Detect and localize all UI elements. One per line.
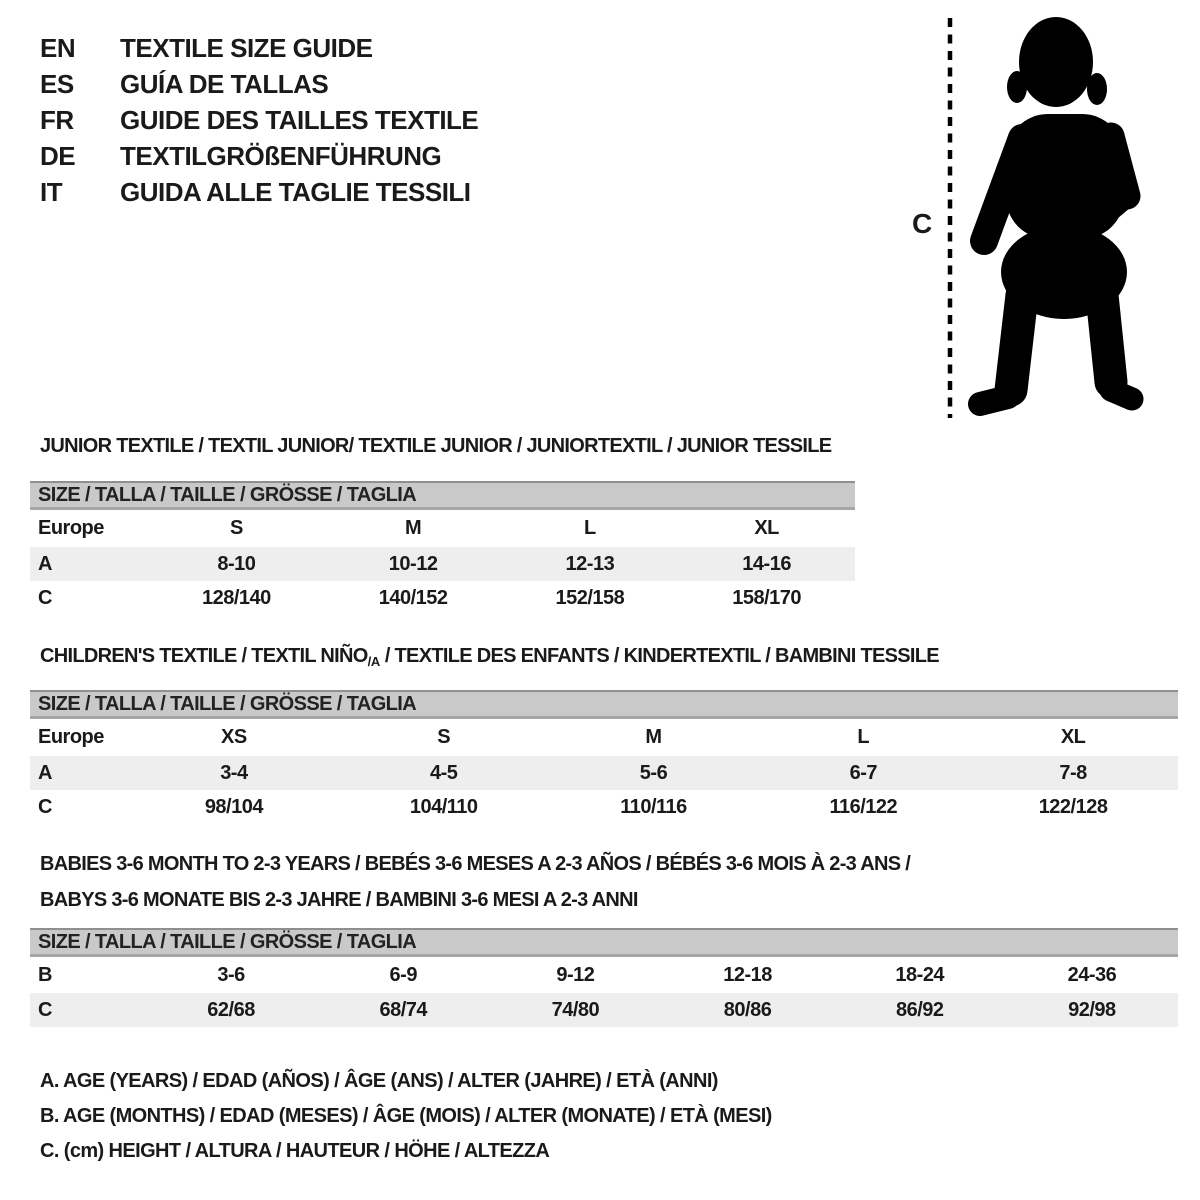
age-cell: 3-4 (220, 761, 248, 784)
language-row-de (40, 138, 478, 174)
size-cell: XL (1060, 726, 1086, 748)
height-cell: 116/122 (829, 795, 898, 818)
table-row-height (30, 993, 1178, 1027)
size-cell: M (405, 517, 422, 539)
babies-heading-line2: BABYS 3-6 MONATE BIS 2-3 JAHRE / BAMBINI 3-6 MESI A 2-3 ANNI (40, 889, 638, 911)
toddler-silhouette (980, 17, 1132, 404)
row-label: Europe (38, 517, 104, 539)
silhouette-ear-left (1007, 71, 1027, 103)
height-cell: 122/128 (1038, 795, 1108, 818)
height-cell: 158/170 (732, 586, 802, 609)
silhouette-arm-right-hand (1107, 196, 1127, 213)
language-row-en (40, 30, 478, 66)
months-cell: 9-12 (556, 963, 595, 986)
silhouette-leg-left (1011, 295, 1022, 390)
language-title: GUIDA ALLE TAGLIE TESSILI (120, 177, 471, 207)
silhouette-arm-left (984, 138, 1022, 241)
table-row-months (30, 957, 1178, 993)
language-row-fr (40, 102, 478, 138)
size-header-label: SIZE / TALLA / TAILLE / GRÖSSE / TAGLIA (38, 931, 417, 953)
language-row-it (40, 174, 478, 210)
junior-size-table (30, 481, 855, 615)
months-cell: 6-9 (389, 963, 417, 986)
language-code: FR (40, 105, 74, 135)
age-cell: 12-13 (565, 552, 615, 575)
language-code: IT (40, 177, 63, 207)
height-cell: 92/98 (1068, 998, 1116, 1021)
height-cell: 68/74 (379, 998, 428, 1021)
silhouette-foot-left (980, 397, 1008, 404)
size-cell: S (437, 726, 451, 748)
age-cell: 4-5 (429, 761, 458, 784)
silhouette-foot-right (1111, 390, 1132, 399)
age-cell: 14-16 (742, 552, 791, 575)
height-cell: 74/80 (551, 998, 600, 1021)
legend-footnotes (40, 1064, 772, 1169)
row-label: Europe (38, 726, 104, 748)
size-header-bar (30, 690, 1178, 719)
height-cell: 80/86 (723, 998, 772, 1021)
table-row-height (30, 790, 1178, 824)
size-cell: S (229, 517, 243, 539)
table-row-height (30, 581, 855, 615)
footnote-c: C. (cm) HEIGHT / ALTURA / HAUTEUR / HÖHE / ALTEZZA (40, 1140, 550, 1162)
age-cell: 5-6 (639, 761, 668, 784)
age-cell: 8-10 (217, 552, 256, 575)
row-label: A (38, 552, 52, 575)
children-size-table (30, 690, 1178, 824)
footnote-a: A. AGE (YEARS) / EDAD (AÑOS) / ÂGE (ANS) / ALTER (JAHRE) / ETÀ (ANNI) (40, 1070, 718, 1092)
height-cell: 62/68 (207, 998, 255, 1021)
months-cell: 3-6 (217, 963, 245, 986)
babies-heading-line1: BABIES 3-6 MONTH TO 2-3 YEARS / BEBÉS 3-6 MESES A 2-3 AÑOS / BÉBÉS 3-6 MOIS À 2-3 ANS / (40, 853, 911, 875)
babies-size-table (30, 928, 1178, 1027)
size-cell: M (645, 726, 662, 748)
babies-section-heading (40, 846, 910, 918)
table-row-age (30, 547, 855, 581)
height-cell: 104/110 (409, 795, 478, 818)
language-title: TEXTILGRÖßENFÜHRUNG (120, 141, 442, 171)
language-code: EN (40, 33, 76, 63)
size-header-label: SIZE / TALLA / TAILLE / GRÖSSE / TAGLIA (38, 484, 417, 506)
silhouette-ear-right (1087, 73, 1107, 105)
measure-c-label: C (912, 208, 932, 239)
row-label: A (38, 761, 52, 784)
heading-subscript: /A (367, 654, 380, 669)
height-cell: 86/92 (895, 998, 944, 1021)
language-row-es (40, 66, 478, 102)
table-row-sizes (30, 719, 1178, 756)
height-cell: 140/152 (378, 586, 448, 609)
language-code: ES (40, 69, 74, 99)
language-title: TEXTILE SIZE GUIDE (120, 33, 373, 63)
row-label: C (38, 795, 52, 818)
silhouette-leg-right (1102, 295, 1111, 382)
table-row-sizes (30, 510, 855, 547)
children-section-heading (40, 642, 939, 676)
heading-text: CHILDREN'S TEXTILE / TEXTIL NIÑO (40, 645, 368, 667)
months-cell: 24-36 (1067, 963, 1117, 986)
size-cell: L (857, 726, 870, 748)
size-header-bar (30, 481, 855, 510)
row-label: C (38, 998, 52, 1021)
junior-section-heading: JUNIOR TEXTILE / TEXTIL JUNIOR/ TEXTILE JUNIOR / JUNIORTEXTIL / JUNIOR TESSILE (40, 435, 832, 457)
language-code: DE (40, 141, 76, 171)
row-label: C (38, 586, 52, 609)
size-header-label: SIZE / TALLA / TAILLE / GRÖSSE / TAGLIA (38, 693, 417, 715)
age-cell: 7-8 (1059, 761, 1087, 784)
height-cell: 110/116 (620, 795, 687, 818)
row-label: B (38, 963, 52, 986)
height-cell: 128/140 (201, 586, 271, 609)
silhouette-head (1019, 17, 1093, 107)
months-cell: 12-18 (723, 963, 772, 986)
size-cell: L (584, 517, 596, 539)
height-cell: 98/104 (204, 795, 263, 818)
language-title-list (40, 30, 478, 210)
size-header-bar (30, 928, 1178, 957)
size-cell: XL (754, 517, 779, 539)
age-cell: 6-7 (849, 761, 877, 784)
footnote-b: B. AGE (MONTHS) / EDAD (MESES) / ÂGE (MOIS) / ALTER (MONATE) / ETÀ (MESI) (40, 1105, 772, 1127)
size-cell: XS (221, 726, 247, 748)
age-cell: 10-12 (388, 552, 438, 575)
table-row-age (30, 756, 1178, 790)
months-cell: 18-24 (895, 963, 945, 986)
heading-text: / TEXTILE DES ENFANTS / KINDERTEXTIL / BAMBINI TESSILE (379, 645, 939, 667)
height-cell: 152/158 (555, 586, 625, 609)
language-title: GUIDE DES TAILLES TEXTILE (120, 105, 479, 135)
language-title: GUÍA DE TALLAS (120, 69, 329, 99)
